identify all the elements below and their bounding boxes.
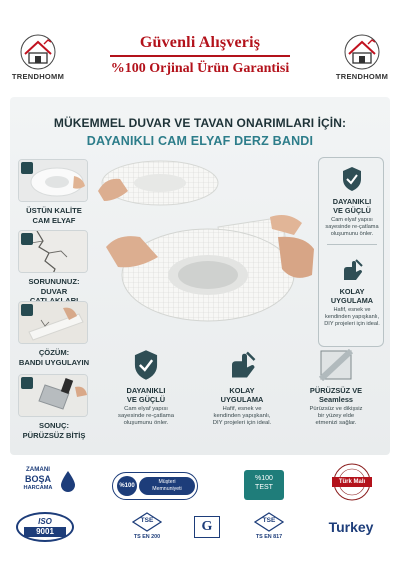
feature-text (98, 406, 194, 428)
brand-name: TRENDHOMM (335, 72, 389, 81)
feature-title (194, 386, 290, 404)
iso-number: 9001 (24, 527, 66, 537)
brand-name: TRENDHOMM (11, 72, 65, 81)
benefit-text-line2: kendinden yapışkanlı, (324, 314, 380, 320)
benefit-text (319, 217, 385, 238)
feature-title-line2: VE GÜÇLÜ (126, 395, 166, 404)
test-label: TEST (255, 484, 273, 491)
benefit-text (319, 307, 385, 328)
step-quality (18, 159, 88, 225)
benefit-text-line1: Cam elyaf yapısı (331, 217, 373, 223)
feature-title-line2: UYGULAMA (220, 395, 264, 404)
feature-text-line3: DIY projeleri için ideal. (212, 420, 272, 427)
page-title: Güvenli Alışveriş (139, 34, 261, 51)
step-result (18, 374, 88, 440)
benefit-easy (319, 258, 385, 328)
smooth-finish-photo (18, 374, 88, 417)
benefit-text-line3: DIY projeleri için ideal. (324, 321, 380, 327)
feature-row (98, 349, 384, 449)
feature-text-line1: Cam elyaf yapısı (124, 406, 168, 412)
benefit-title-line1: DAYANIKLI (332, 197, 372, 206)
feature-text-line2: kendinden yapışkanlı, (213, 413, 271, 420)
feature-text (194, 406, 290, 428)
badge-turkey (316, 516, 386, 538)
feature-easy (194, 349, 290, 428)
iso-label: ISO (38, 517, 52, 526)
house-logo-icon (342, 34, 382, 70)
cracked-wall-photo (18, 230, 88, 273)
spatula-icon (21, 377, 33, 389)
headline-line1: MÜKEMMEL DUVAR VE TAVAN ONARIMLARI İÇİN: (53, 116, 347, 130)
step-solution (18, 301, 88, 367)
step-label-line1: SORUNUNUZ: (28, 277, 80, 286)
test-percent: %100 (255, 475, 273, 482)
card-divider (327, 244, 377, 245)
feature-durable (98, 349, 194, 428)
feature-text-line1: Pürüzsüz ve dikişsiz (309, 406, 363, 412)
feature-text-line2: sayesinde re-çatlama (118, 413, 174, 420)
brand-logo-left (8, 34, 68, 86)
smooth-surface-icon (319, 349, 353, 381)
tsen-standard-right: TS EN 817 (255, 534, 283, 540)
feature-text-line1: Hafif, esnek ve (222, 406, 262, 412)
badge-g (194, 516, 220, 538)
step-label (18, 348, 90, 367)
step-problem (18, 230, 88, 306)
benefit-title (319, 287, 385, 305)
satisfaction-pill (139, 477, 195, 495)
mesh-icon (21, 162, 33, 174)
benefit-title-line2: UYGULAMA (330, 296, 374, 305)
brand-logo-right (332, 34, 392, 86)
feature-title (98, 386, 194, 404)
hand-wrench-icon (227, 349, 257, 381)
tse-label: TSE (262, 517, 276, 524)
badge-tse-left (122, 512, 172, 546)
step-label-line1: ÜSTÜN KALİTE (26, 206, 82, 215)
satisfaction-line2: Memnuniyeti (152, 486, 182, 492)
apply-tape-photo (18, 301, 88, 344)
trust-badges (0, 458, 400, 570)
shield-icon (341, 166, 363, 192)
feature-text (288, 406, 384, 428)
badge-iso (16, 512, 74, 542)
benefit-title-line2: VE GÜÇLÜ (333, 206, 371, 215)
tse-label: TSE (140, 517, 154, 524)
step-label-line2: PÜRÜZSÜZ BİTİŞ (22, 430, 86, 440)
mesh-photo (18, 159, 88, 202)
feature-title-line1: KOLAY (229, 386, 255, 395)
feature-title-line1: PÜRÜZSÜZ VE (309, 386, 363, 395)
step-label-line1: SONUÇ: (39, 421, 69, 430)
title-block (85, 34, 315, 77)
benefit-text-line1: Hafif, esnek ve (333, 307, 371, 313)
badge-turk-mali (330, 462, 374, 502)
benefits-card (318, 157, 384, 347)
page-subtitle: %100 Orjinal Ürün Garantisi (110, 60, 290, 76)
crack-icon (21, 233, 33, 245)
feature-title (288, 386, 384, 404)
headline-line2: DAYANIKLI CAM ELYAF DERZ BANDI (86, 134, 314, 148)
house-logo-icon (18, 34, 58, 70)
benefit-durable (319, 166, 385, 251)
feature-text-line3: etmenizi sağlar. (315, 420, 357, 427)
step-label-line2: BANDI UYGULAYIN (18, 357, 90, 367)
feature-text-line3: oluşumunu önler. (123, 420, 169, 427)
tape-roll-hero-image (98, 157, 316, 342)
benefit-text-line3: oluşumunu önler. (330, 231, 374, 237)
feature-smooth (288, 349, 384, 428)
tsen-standard-left: TS EN 200 (133, 534, 161, 540)
water-drop-icon (60, 470, 76, 492)
step-label-line2: CAM ELYAF (32, 215, 76, 225)
satisfaction-percent: %100 (117, 476, 137, 496)
step-label (18, 421, 90, 440)
step-label-line2: DUVAR (40, 286, 68, 296)
feature-text-line2: bir yüzey elde (317, 413, 355, 420)
badge-time (16, 466, 78, 506)
step-label (18, 206, 90, 225)
badge-time-line2: BOŞA (24, 474, 51, 484)
satisfaction-line1: Müşteri (158, 479, 176, 485)
turkey-label: Turkey (328, 519, 374, 535)
title-divider (110, 55, 290, 57)
benefit-title (319, 197, 385, 215)
turk-mali-label: Türk Malı (332, 477, 372, 487)
badge-satisfaction (112, 472, 198, 500)
badge-time-line3: HARCAMA (23, 485, 53, 491)
badge-tse-right (244, 512, 294, 546)
benefit-title-line1: KOLAY (339, 287, 365, 296)
benefit-text-line2: sayesinde re-çatlama (325, 224, 379, 230)
product-infographic (10, 97, 390, 455)
tape-icon (21, 304, 33, 316)
g-label: G (201, 519, 213, 534)
step-label-line1: ÇÖZÜM: (38, 348, 70, 357)
feature-title-line2: Seamless (318, 395, 354, 404)
shield-icon (132, 349, 160, 381)
badge-time-line1: ZAMANI (25, 466, 51, 473)
hand-wrench-icon (340, 258, 364, 282)
feature-title-line1: DAYANIKLI (126, 386, 166, 395)
hero-product-image (98, 157, 316, 342)
badge-test (244, 470, 284, 500)
header (0, 0, 400, 95)
